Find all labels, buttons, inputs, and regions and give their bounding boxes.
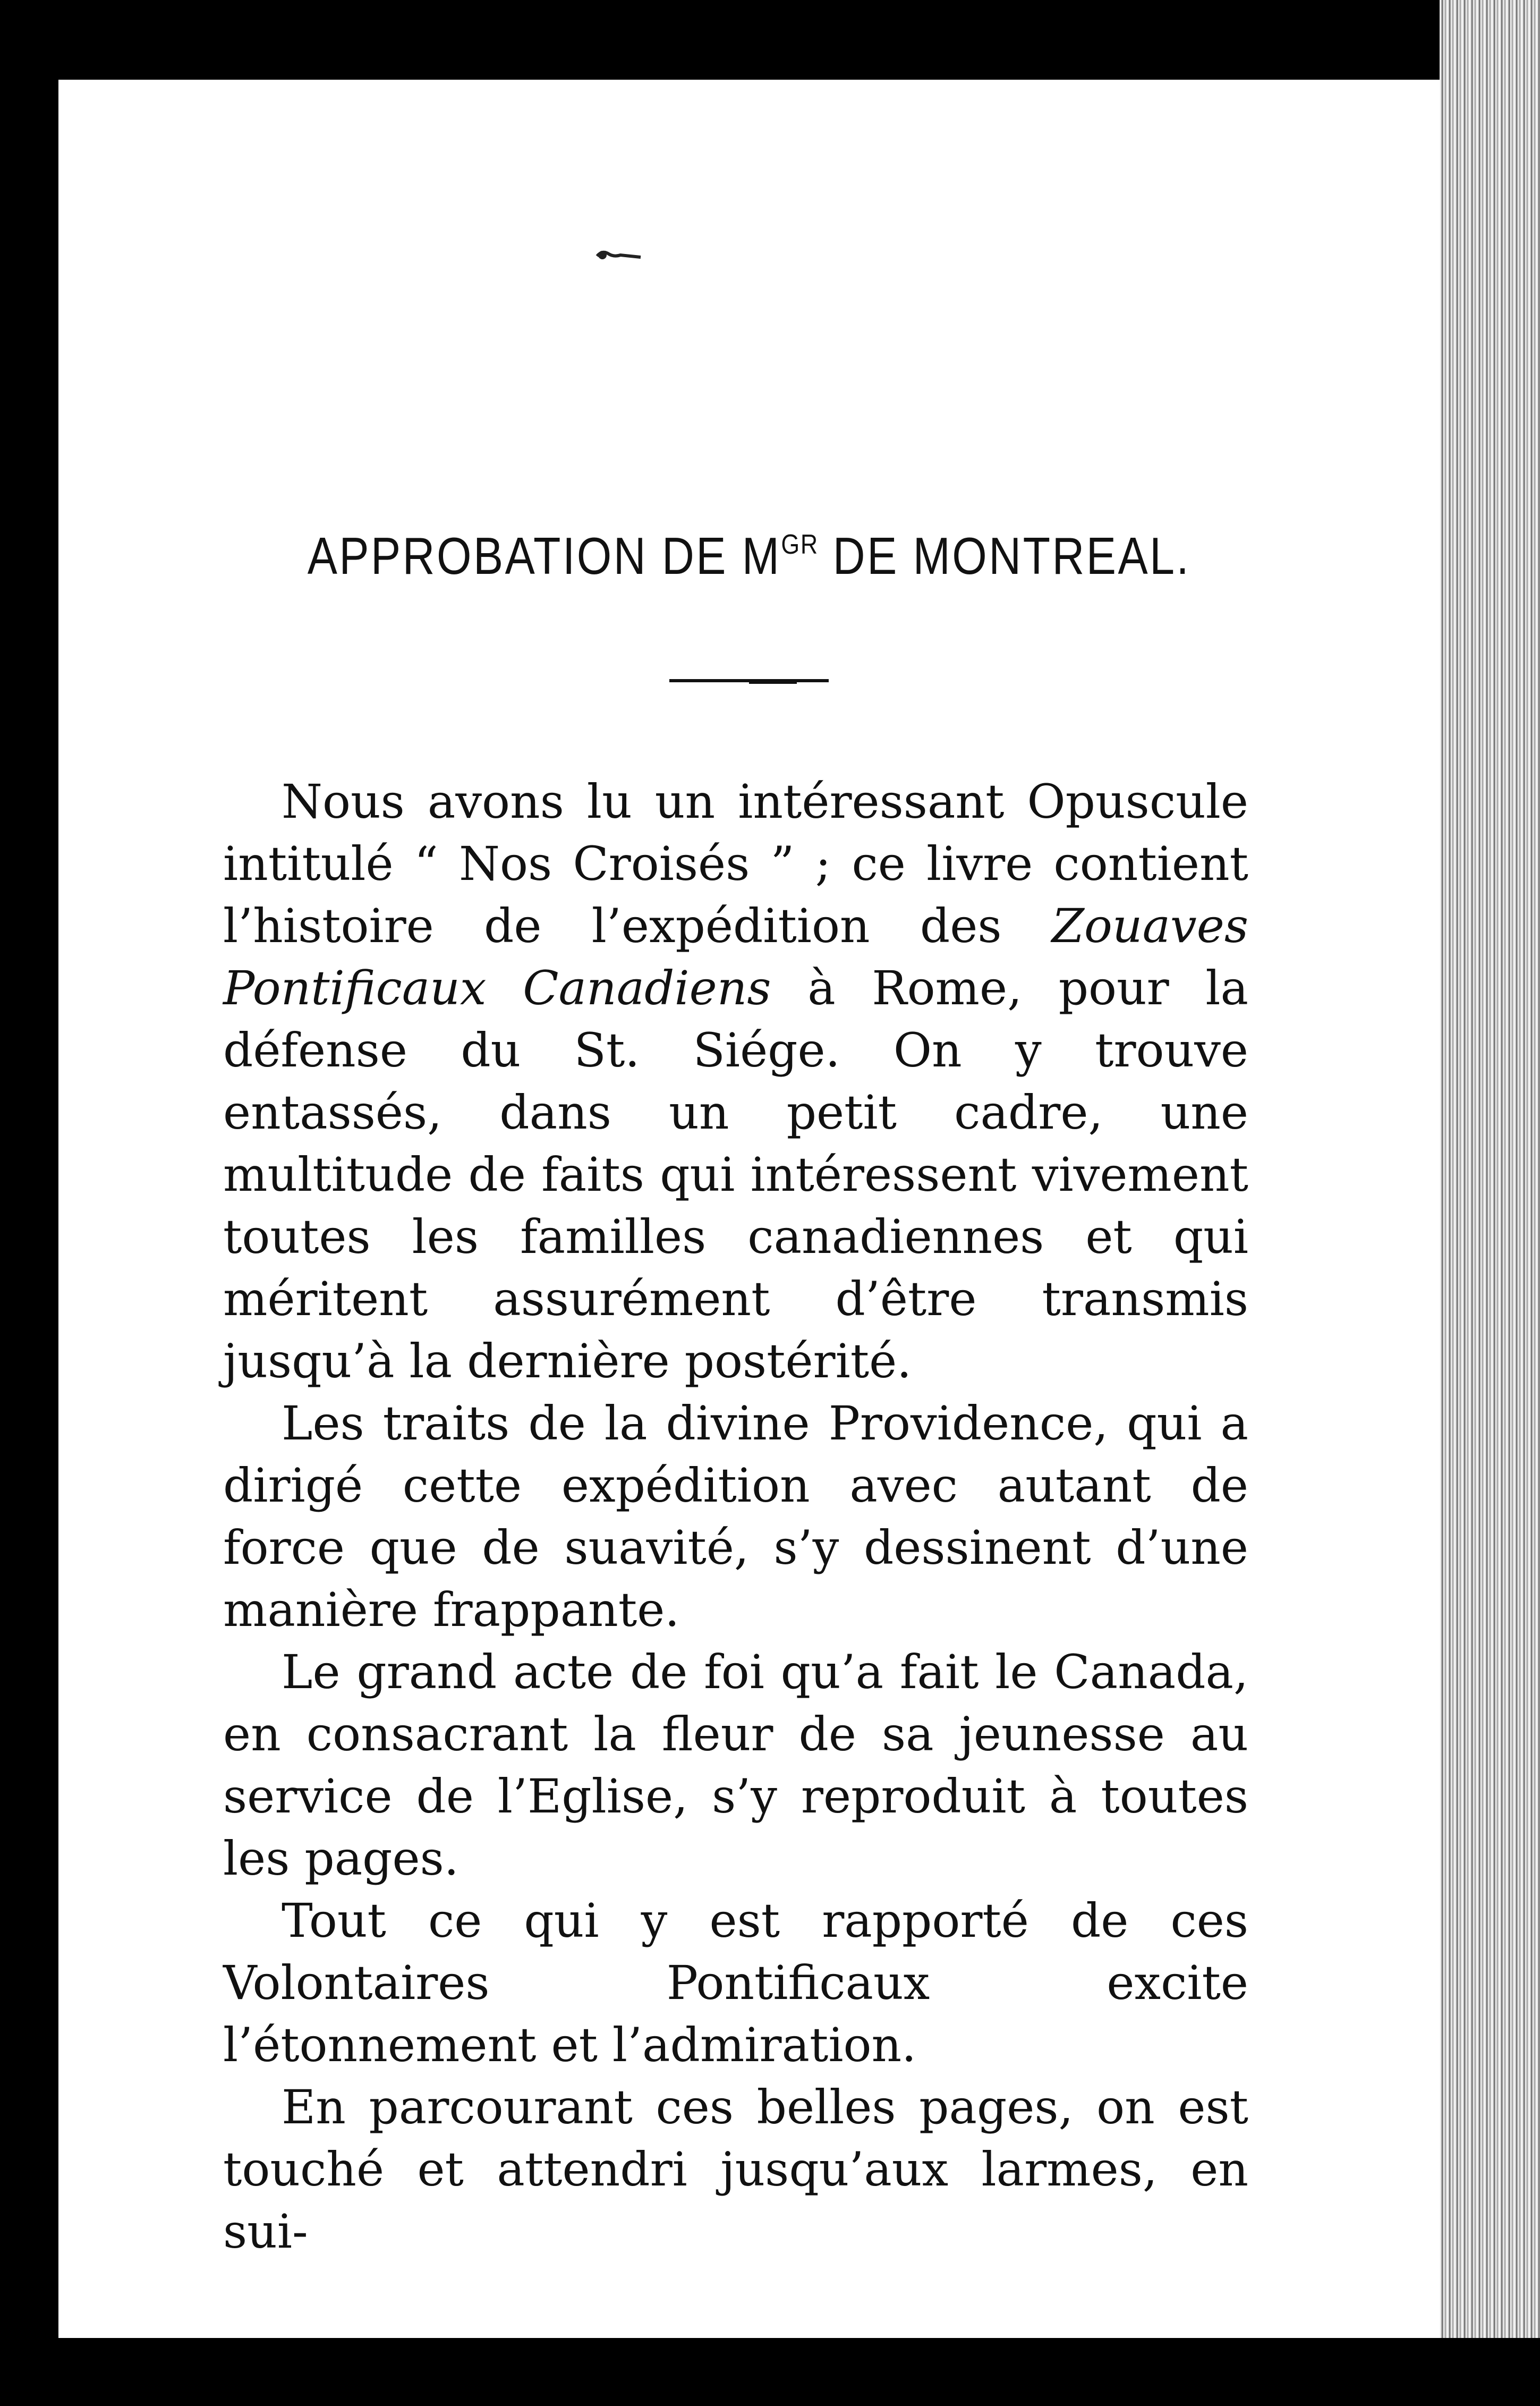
- paragraph-2: Les traits de la divine Providence, qui a dirigé cette expédition avec autant de force que de suavité, s’y dessinent d’une manière frappante.: [223, 1396, 1248, 1637]
- title-prefix: APPROBATION DE M: [307, 527, 781, 585]
- paragraph-1-end: à Rome, pour la défense du St. Siége. On y trouve entassés, dans un petit cadre, une multitude de faits qui intéressent vivement toutes les familles canadiennes et qui méritent assurément d’être transmis jusqu’à la dernière postérité.: [223, 961, 1249, 1388]
- paragraph-3: Le grand acte de foi qu’a fait le Canada, en consacrant la fleur de sa jeunesse au service de l’Eglise, s’y reproduit à toutes les pages.: [223, 1645, 1248, 1886]
- ink-mark-ornament: [595, 244, 643, 266]
- book-page: [58, 80, 1440, 2338]
- title-divider-rule: [669, 677, 829, 685]
- page-title: [155, 526, 1343, 586]
- scan-page-edge: [1440, 0, 1540, 2406]
- approbation-text: [223, 770, 1248, 2263]
- paragraph-1-italic: Zouaves Pontificaux Canadiens: [223, 899, 1248, 1015]
- scan-bottom-margin: [58, 2338, 1540, 2406]
- title-suffix: DE MONTREAL.: [818, 527, 1191, 585]
- title-superscript: GR: [781, 529, 819, 560]
- paragraph-1-start: Nous avons lu un intéressant Opuscule intitulé “ Nos Croisés ” ; ce livre contient l’histoire de l’expédition des: [223, 774, 1248, 953]
- scan-left-margin: [0, 0, 58, 2406]
- paragraph-4: Tout ce qui y est rapporté de ces Volontaires Pontificaux excite l’étonnement et l’admiration.: [223, 1893, 1248, 2072]
- paragraph-1: [223, 770, 1248, 1392]
- paragraph-5: En parcourant ces belles pages, on est touché et attendri jusqu’aux larmes, en sui-: [223, 2080, 1248, 2259]
